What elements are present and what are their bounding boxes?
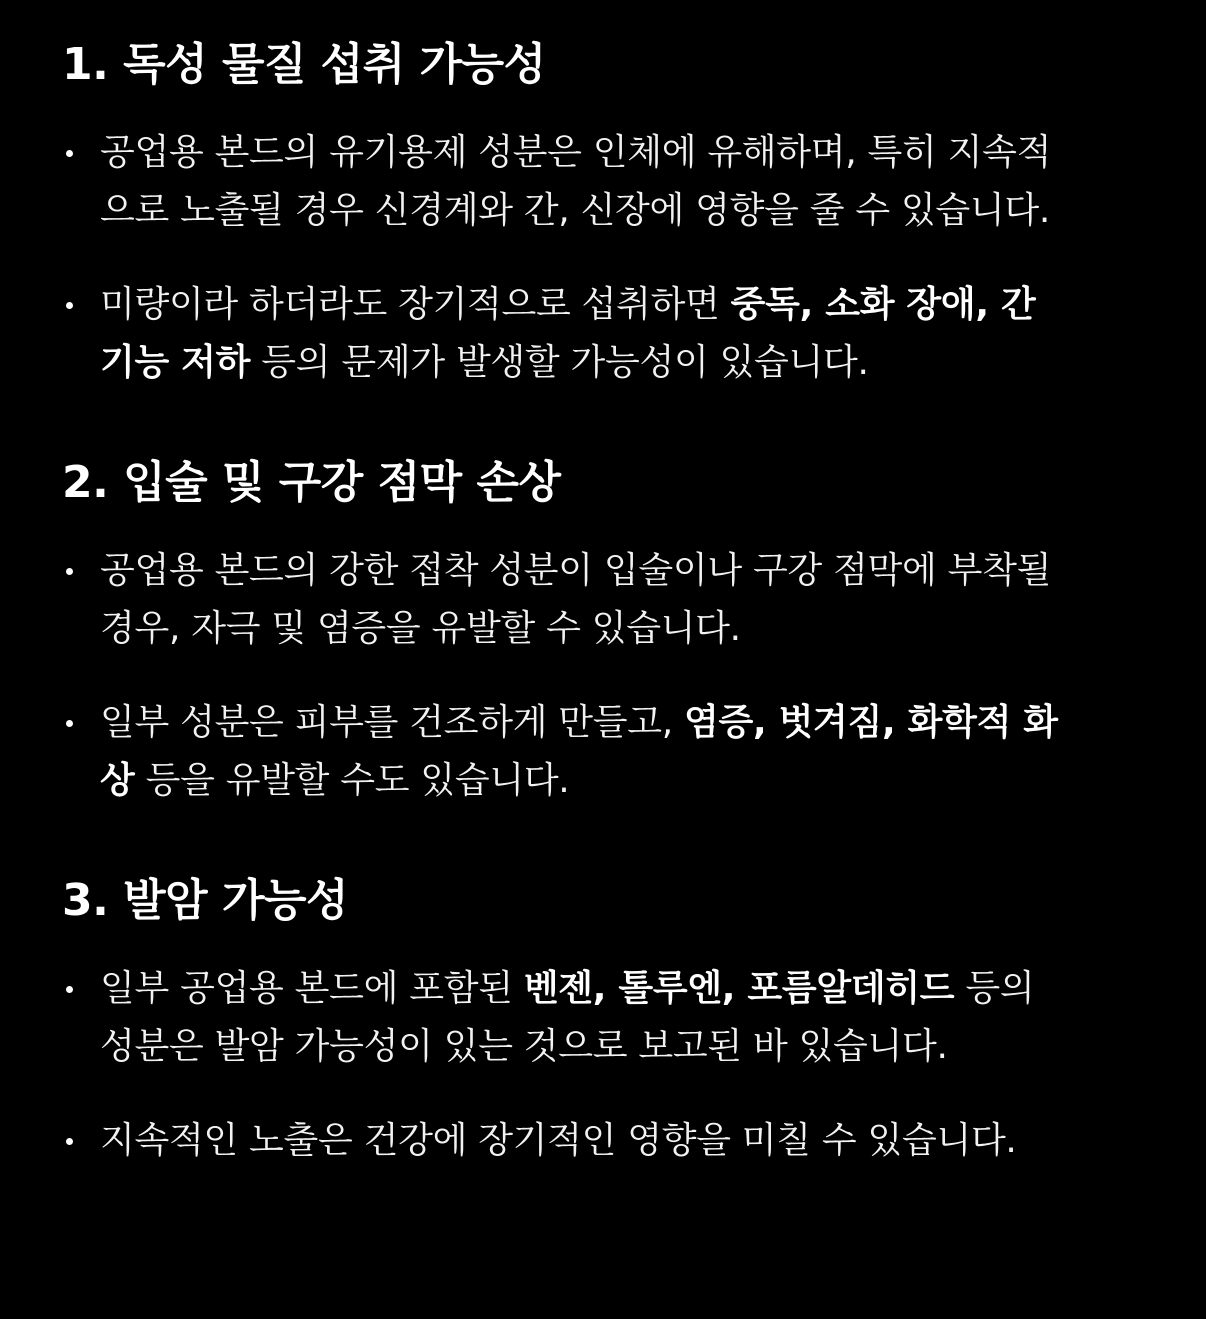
bullet-bold-text: 중독, 소화 장애, 간 기능 저하 [100, 284, 1036, 383]
list-item [62, 124, 1060, 240]
list-item [62, 694, 1060, 810]
bullet-text: 일부 공업용 본드에 포함된 [100, 968, 524, 1009]
section-carcinogenicity [62, 872, 1206, 1170]
bullet-list [62, 542, 1206, 810]
section-heading: 2. 입술 및 구강 점막 손상 [62, 457, 561, 508]
bullet-text: 등을 유발할 수도 있습니다. [134, 760, 570, 801]
bullet-text: 공업용 본드의 유기용제 성분은 인체에 유해하며, 특히 지속적으로 노출될 경우 신경계와 간, 신장에 영향을 줄 수 있습니다. [100, 132, 1052, 231]
list-item [62, 1112, 1060, 1170]
bullet-text: 미량이라 하더라도 장기적으로 섭취하면 [100, 284, 731, 325]
section-heading: 1. 독성 물질 섭취 가능성 [62, 39, 546, 90]
bullet-bold-text: 벤젠, 톨루엔, 포름알데히드 [523, 968, 955, 1009]
list-item [62, 276, 1060, 392]
section-heading: 3. 발암 가능성 [62, 875, 348, 926]
bullet-list [62, 960, 1206, 1170]
bullet-dot-icon [66, 1138, 73, 1145]
bullet-dot-icon [66, 150, 73, 157]
bullet-text: 등의 문제가 발생할 가능성이 있습니다. [250, 342, 869, 383]
bullet-text: 공업용 본드의 강한 접착 성분이 입술이나 구강 점막에 부착될 경우, 자극 및 염증을 유발할 수 있습니다. [100, 550, 1052, 649]
bullet-dot-icon [66, 568, 73, 575]
list-item [62, 542, 1060, 658]
section-lip-mucosa-damage [62, 454, 1206, 810]
section-toxic-ingestion [62, 36, 1206, 392]
bullet-list [62, 124, 1206, 392]
bullet-text: 일부 성분은 피부를 건조하게 만들고, [100, 702, 685, 743]
bullet-dot-icon [66, 986, 73, 993]
bullet-bold-text: 염증, 벗겨짐, 화학적 화상 [100, 702, 1058, 801]
list-item [62, 960, 1060, 1076]
bullet-text: 지속적인 노출은 건강에 장기적인 영향을 미칠 수 있습니다. [100, 1120, 1017, 1161]
bullet-dot-icon [66, 720, 73, 727]
bullet-text: 등의 성분은 발암 가능성이 있는 것으로 보고된 바 있습니다. [100, 968, 1035, 1067]
bullet-dot-icon [66, 302, 73, 309]
